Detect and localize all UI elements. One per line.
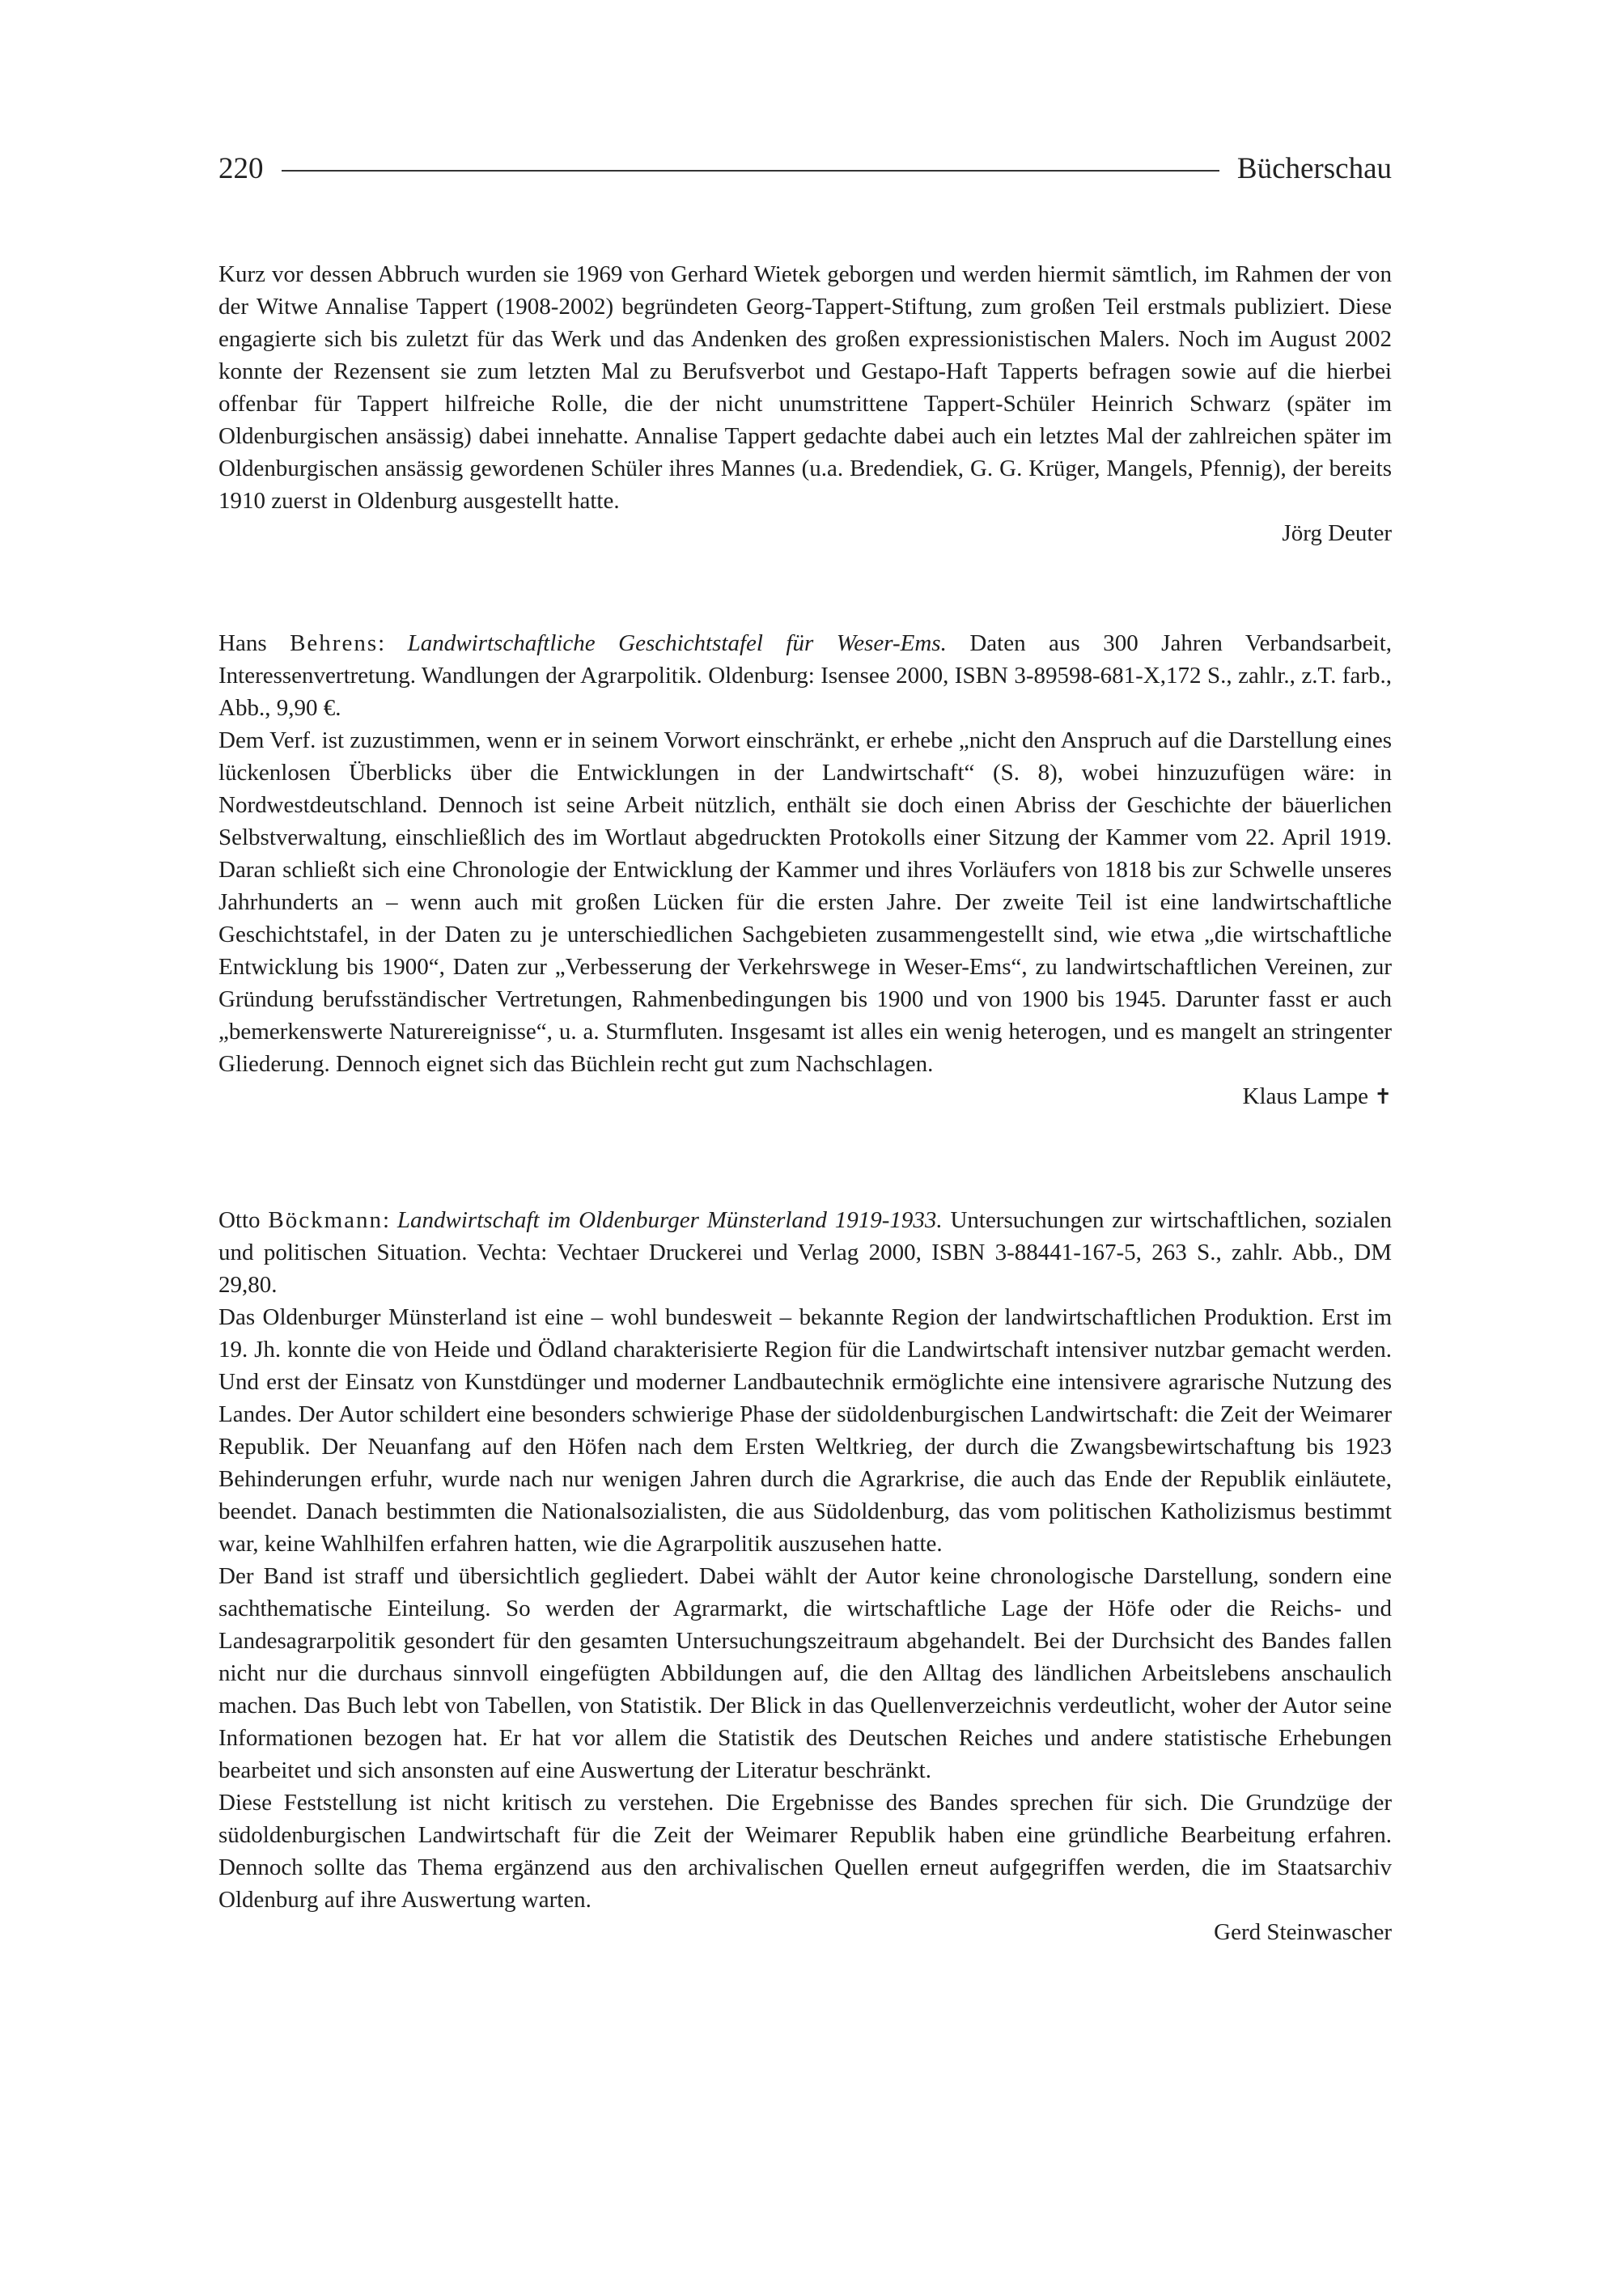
bibliographic-entry [218, 1204, 1392, 1301]
review-paragraph: Diese Feststellung ist nicht kritisch zu verstehen. Die Ergebnisse des Bandes sprechen für sich. Die Grundzüge der südoldenburgischen Landwirtschaft für die Zeit der Weimarer Republik haben eine gründliche Bearbeitung erfahren. Dennoch sollte das Thema ergänzend aus den archivalischen Quellen erneut aufgegriffen werden, die im Staatsarchiv Oldenburg auf ihre Auswertung warten. [218, 1790, 1392, 1913]
book-title: Landwirtschaft im Oldenburger Münsterland 1919-1933. [396, 1207, 943, 1233]
review-paragraph: Das Oldenburger Münsterland ist eine – wohl bundesweit – bekannte Region der landwirtschaftlichen Produktion. Erst im 19. Jh. konnte die von Heide und Ödland charakterisierte Region für die Landwirtschaft intensiver nutzbar gemacht werden. Und erst der Einsatz von Kunstdünger und moderner Landbautechnik ermöglichte eine intensivere agrarische Nutzung des Landes. Der Autor schildert eine besonders schwierige Phase der südoldenburgischen Landwirtschaft: die Zeit der Weimarer Republik. Der Neuanfang auf den Höfen nach dem Ersten Weltkrieg, der durch die Zwangsbewirtschaftung bis 1923 Behinderungen erfuhr, wurde nach nur wenigen Jahren durch die Agrarkrise, die auch das Ende der Republik einläutete, beendet. Danach bestimmten die Nationalsozialisten, die aus Südoldenburg, das vom politischen Katholizismus bestimmt war, keine Wahlhilfen erfahren hatten, wie die Agrarpolitik auszusehen hatte. [218, 1304, 1392, 1557]
reviewer-name: Klaus Lampe [1242, 1083, 1368, 1109]
reviewer-signature: Gerd Steinwascher [1214, 1919, 1392, 1945]
bibliographic-entry [218, 627, 1392, 724]
author-first-name: Otto [218, 1207, 261, 1233]
colon: : [378, 630, 385, 656]
content [218, 258, 1392, 1948]
author-last-name: Böckmann [268, 1207, 384, 1233]
bibliographic-details: Daten aus 300 Jahren Verbandsarbeit, Interessenvertretung. Wandlungen der Agrarpolitik. Oldenburg: Isensee 2000, ISBN 3-89598-681-X,172 S., zahlr., z.T. farb., Abb., 9,90 €. [218, 630, 1393, 721]
author-first-name: Hans [218, 630, 267, 656]
dagger-mark: ✝ [1374, 1085, 1392, 1109]
intro-paragraph: Kurz vor dessen Abbruch wurden sie 1969 von Gerhard Wietek geborgen und werden hiermit sämtlich, im Rahmen der von der Witwe Annalise Tappert (1908-2002) begründeten Georg-Tappert-Stiftung, zum großen Teil erstmals publiziert. Diese engagierte sich bis zuletzt für das Werk und das Andenken des großen expressionistischen Malers. Noch im August 2002 konnte der Rezensent sie zum letzten Mal zu Berufsverbot und Gestapo-Haft Tapperts befragen sowie auf die hierbei offenbar für Tappert hilfreiche Rolle, die der nicht unumstrittene Tappert-Schüler Heinrich Schwarz (später im Oldenburgischen ansässig) dabei innehatte. Annalise Tappert gedachte dabei auch ein letztes Mal der zahlreichen später im Oldenburgischen ansässig gewordenen Schüler ihres Mannes (u.a. Bredendiek, G. G. Krüger, Mangels, Pfennig), der bereits 1910 zuerst in Oldenburg ausgestellt hatte. [218, 261, 1392, 514]
review-paragraph: Der Band ist straff und übersichtlich gegliedert. Dabei wählt der Autor keine chronologische Darstellung, sondern eine sachthematische Einteilung. So werden der Agrarmarkt, die wirtschaftliche Lage der Höfe oder die Reichs- und Landesagrarpolitik gesondert für den gesamten Untersuchungszeitraum abgehandelt. Bei der Durchsicht des Bandes fallen nicht nur die durchaus sinnvoll eingefügten Abbildungen auf, die den Alltag des ländlichen Arbeitslebens anschaulich machen. Das Buch lebt von Tabellen, von Statistik. Der Blick in das Quellenverzeichnis verdeutlicht, woher der Autor seine Informationen bezogen hat. Er hat vor allem die Statistik des Deutschen Reiches und andere statistische Erhebungen bearbeitet und sich ansonsten auf eine Auswertung der Literatur beschränkt. [218, 1563, 1392, 1783]
reviewer-signature: Jörg Deuter [1282, 520, 1392, 546]
header-rule [282, 170, 1219, 172]
running-head [218, 154, 1392, 184]
reviewer-signature [218, 1080, 1392, 1113]
author-last-name: Behrens [290, 630, 379, 656]
page [218, 154, 1392, 1948]
section-title: Bücherschau [1236, 152, 1392, 185]
page-number: 220 [218, 152, 264, 185]
review-behrens [218, 627, 1392, 1113]
book-title: Landwirtschaftliche Geschichtstafel für Weser-Ems. [407, 630, 947, 656]
review-boeckmann [218, 1204, 1392, 1948]
review-paragraph: Dem Verf. ist zuzustimmen, wenn er in seinem Vorwort einschränkt, er erhebe „nicht den Anspruch auf die Darstellung eines lückenlosen Überblicks über die Entwicklungen in der Landwirtschaft“ (S. 8), wobei hinzuzufügen wäre: in Nordwestdeutschland. Dennoch ist seine Arbeit nützlich, enthält sie doch einen Abriss der Geschichte der bäuerlichen Selbstverwaltung, einschließlich des im Wortlaut abgedruckten Protokolls einer Sitzung der Kammer vom 22. April 1919. Daran schließt sich eine Chronologie der Entwicklung der Kammer und ihres Vorläufers von 1818 bis zur Schwelle unseres Jahrhunderts an – wenn auch mit großen Lücken für die ersten Jahre. Der zweite Teil ist eine landwirtschaftliche Geschichtstafel, in der Daten zu je unterschiedlichen Sachgebieten zusammengestellt sind, wie etwa „die wirtschaftliche Entwicklung bis 1900“, Daten zur „Verbesserung der Verkehrswege in Weser-Ems“, zu landwirtschaftlichen Vereinen, zur Gründung berufsständischer Vertretungen, Rahmenbedingungen bis 1900 und von 1900 bis 1945. Darunter fasst er auch „bemerkenswerte Naturereignisse“, u. a. Sturmfluten. Insgesamt ist alles ein wenig heterogen, und es mangelt an stringenter Gliederung. Dennoch eignet sich das Büchlein recht gut zum Nachschlagen. [218, 727, 1392, 1077]
colon: : [383, 1207, 390, 1233]
bibliographic-details: Untersuchungen zur wirtschaftlichen, sozialen und politischen Situation. Vechta: Vechtaer Druckerei und Verlag 2000, ISBN 3-88441-167-5, 263 S., zahlr. Abb., DM 29,80. [218, 1207, 1393, 1298]
